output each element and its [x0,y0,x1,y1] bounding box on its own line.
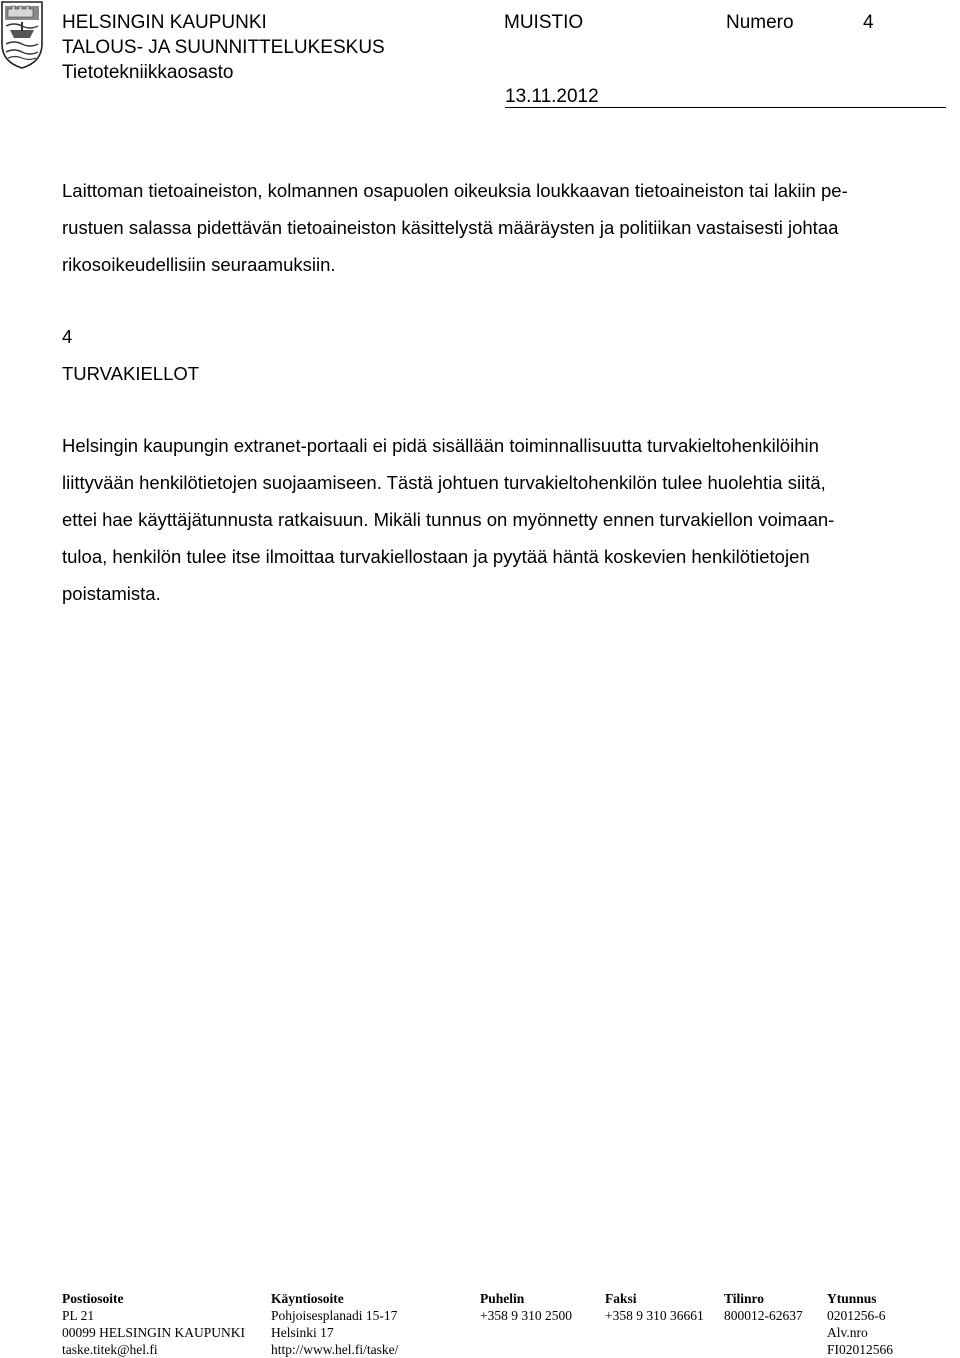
paragraph-line: rikosoikeudellisiin seuraamuksiin. [62,254,336,275]
footer-phone [480,1290,572,1324]
number-label: Numero [726,12,794,33]
footer-value: +358 9 310 2500 [480,1308,572,1323]
footer-account [724,1290,803,1324]
paragraph-line: Helsingin kaupungin extranet-portaali ei pidä sisällään toiminnallisuutta turvakieltohenkilöihin [62,435,819,456]
paragraph-line: ettei hae käyttäjätunnusta ratkaisuun. Mikäli tunnus on myönnetty ennen turvakiellon voimaan- [62,509,835,530]
organization-name: HELSINGIN KAUPUNKI [62,12,267,33]
department-name: TALOUS- JA SUUNNITTELUKESKUS [62,37,385,58]
footer-business-id [827,1290,893,1358]
section-paragraph [62,427,952,612]
footer-email[interactable]: taske.titek@hel.fi [62,1342,158,1357]
footer-value: Helsinki 17 [271,1325,334,1340]
document-date: 13.11.2012 [505,86,599,107]
footer-value: PL 21 [62,1308,95,1323]
unit-name: Tietotekniikkaosasto [62,62,234,83]
footer-value: 00099 HELSINGIN KAUPUNKI [62,1325,245,1340]
section-number: 4 [62,326,73,347]
number-value: 4 [863,12,874,33]
footer-heading: Postiosoite [62,1291,124,1306]
helsinki-crest-icon [0,0,44,70]
paragraph-line: liittyvään henkilötietojen suojaamiseen. Tästä johtuen turvakieltohenkilön tulee huolehtia siitä, [62,472,826,493]
section-title: TURVAKIELLOT [62,363,200,384]
footer-value: +358 9 310 36661 [605,1308,704,1323]
footer-value: Pohjoisesplanadi 15-17 [271,1308,398,1323]
footer-visiting-address [271,1290,398,1358]
footer-heading: Ytunnus [827,1291,877,1306]
document-type: MUISTIO [504,12,584,33]
paragraph-line: poistamista. [62,583,161,604]
footer-heading: Faksi [605,1291,637,1306]
footer-value: Alv.nro [827,1325,868,1340]
intro-paragraph [62,172,952,283]
footer-heading: Puhelin [480,1291,525,1306]
paragraph-line: tuloa, henkilön tulee itse ilmoittaa turvakiellostaan ja pyytää häntä koskevien henkilötietojen [62,546,810,567]
footer-value: FI02012566 [827,1342,894,1357]
footer-value: 800012-62637 [724,1308,803,1323]
footer-heading: Käyntiosoite [271,1291,344,1306]
header-divider [505,107,946,108]
paragraph-line: Laittoman tietoaineiston, kolmannen osapuolen oikeuksia loukkaavan tietoaineiston tai lakiin pe- [62,180,848,201]
paragraph-line: rustuen salassa pidettävän tietoaineiston käsittelystä määräysten ja politiikan vastaisesti johtaa [62,217,839,238]
footer-fax [605,1290,704,1324]
footer-website-link[interactable]: http://www.hel.fi/taske/ [271,1342,399,1357]
footer-postal-address [62,1290,245,1358]
footer-heading: Tilinro [724,1291,765,1306]
footer-value: 0201256-6 [827,1308,886,1323]
